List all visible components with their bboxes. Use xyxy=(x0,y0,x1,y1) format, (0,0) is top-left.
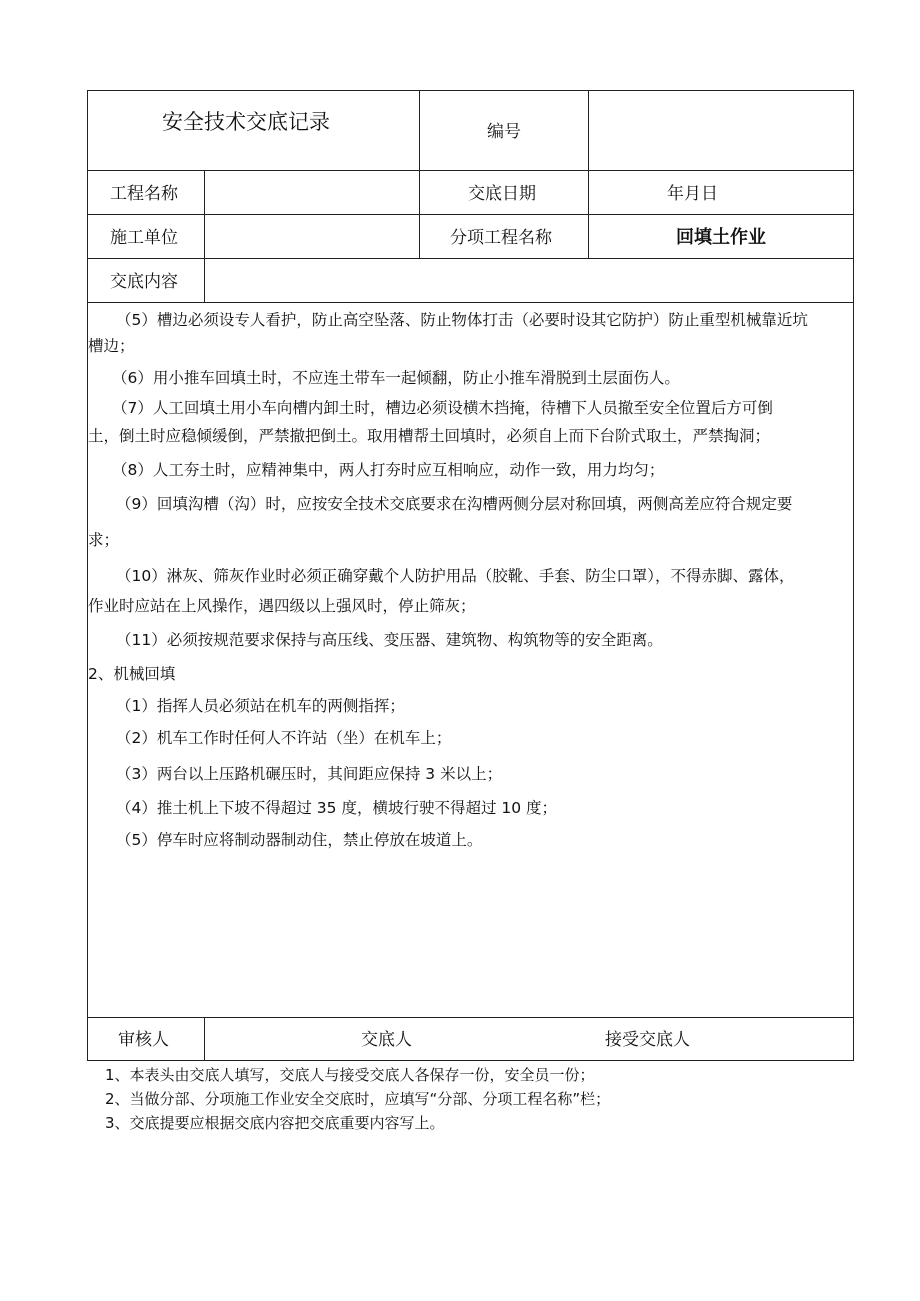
item-8: （8）人工夯土时，应精神集中，两人打夯时应互相响应，动作一致，用力均匀； xyxy=(112,461,665,479)
item-6: （6）用小推车回填土时，不应连土带车一起倾翻，防止小推车滑脱到土层面伤人。 xyxy=(112,369,680,387)
row-divider xyxy=(87,1017,854,1018)
row-divider xyxy=(87,214,854,215)
item-9-line1: （9）回填沟槽（沟）时，应按安全技术交底要求在沟槽两侧分层对称回填，两侧高差应符合规定要 xyxy=(116,495,793,513)
item-11: （11）必须按规范要求保持与高压线、变压器、建筑物、构筑物等的安全距离。 xyxy=(116,631,663,649)
machine-item-1: （1）指挥人员必须站在机车的两侧指挥； xyxy=(116,697,405,715)
item-7-line2: 土，倒土时应稳倾缓倒，严禁撤把倒土。取用槽帮土回填时，必须自上而下台阶式取土，严禁掏洞； xyxy=(88,427,771,445)
date-label: 交底日期 xyxy=(468,184,536,204)
section-2-heading: 2、机械回填 xyxy=(88,665,176,683)
item-5-line1: （5）槽边必须设专人看护，防止高空坠落、防止物体打击（必要时设其它防护）防止重型机械靠近坑 xyxy=(116,311,808,329)
machine-item-5: （5）停车时应将制动器制动住，禁止停放在坡道上。 xyxy=(116,831,483,849)
subitem-value[interactable]: 回填土作业 xyxy=(676,227,766,248)
date-value[interactable]: 年月日 xyxy=(667,184,718,204)
project-name-label: 工程名称 xyxy=(110,184,178,204)
discloser-label: 交底人 xyxy=(361,1030,412,1050)
item-10-line1: （10）淋灰、筛灰作业时必须正确穿戴个人防护用品（胶靴、手套、防尘口罩），不得赤脚、露体， xyxy=(116,567,795,585)
row-divider xyxy=(87,170,854,171)
form-title: 安全技术交底记录 xyxy=(162,110,330,134)
row-divider xyxy=(87,302,854,303)
row-divider xyxy=(87,258,854,259)
item-9-line2: 求； xyxy=(88,531,120,549)
note-item: 2、当做分部、分项施工作业安全交底时，应填写“分部、分项工程名称”栏； xyxy=(105,1090,611,1108)
column-divider xyxy=(204,170,205,302)
column-divider xyxy=(419,90,420,258)
subitem-label: 分项工程名称 xyxy=(450,228,552,248)
column-divider xyxy=(204,1017,205,1061)
number-label: 编号 xyxy=(487,122,521,142)
item-7-line1: （7）人工回填土用小车向槽内卸土时，槽边必须设横木挡掩，待槽下人员撤至安全位置后方可倒 xyxy=(112,399,773,417)
receiver-label: 接受交底人 xyxy=(605,1030,690,1050)
machine-item-2: （2）机车工作时任何人不许站（坐）在机车上； xyxy=(116,729,452,747)
item-5-line2: 槽边； xyxy=(88,337,135,355)
machine-item-4: （4）推土机上下坡不得超过 35 度，横坡行驶不得超过 10 度； xyxy=(116,799,558,817)
reviewer-label: 审核人 xyxy=(118,1030,169,1050)
item-10-line2: 作业时应站在上风操作，遇四级以上强风时，停止筛灰； xyxy=(88,597,476,615)
note-item: 3、交底提要应根据交底内容把交底重要内容写上。 xyxy=(105,1114,445,1132)
column-divider xyxy=(588,90,589,258)
content-label: 交底内容 xyxy=(110,272,178,292)
note-item: 1、本表头由交底人填写，交底人与接受交底人各保存一份，安全员一份； xyxy=(105,1066,595,1084)
unit-label: 施工单位 xyxy=(110,228,178,248)
machine-item-3: （3）两台以上压路机碾压时，其间距应保持 3 米以上； xyxy=(116,765,503,783)
